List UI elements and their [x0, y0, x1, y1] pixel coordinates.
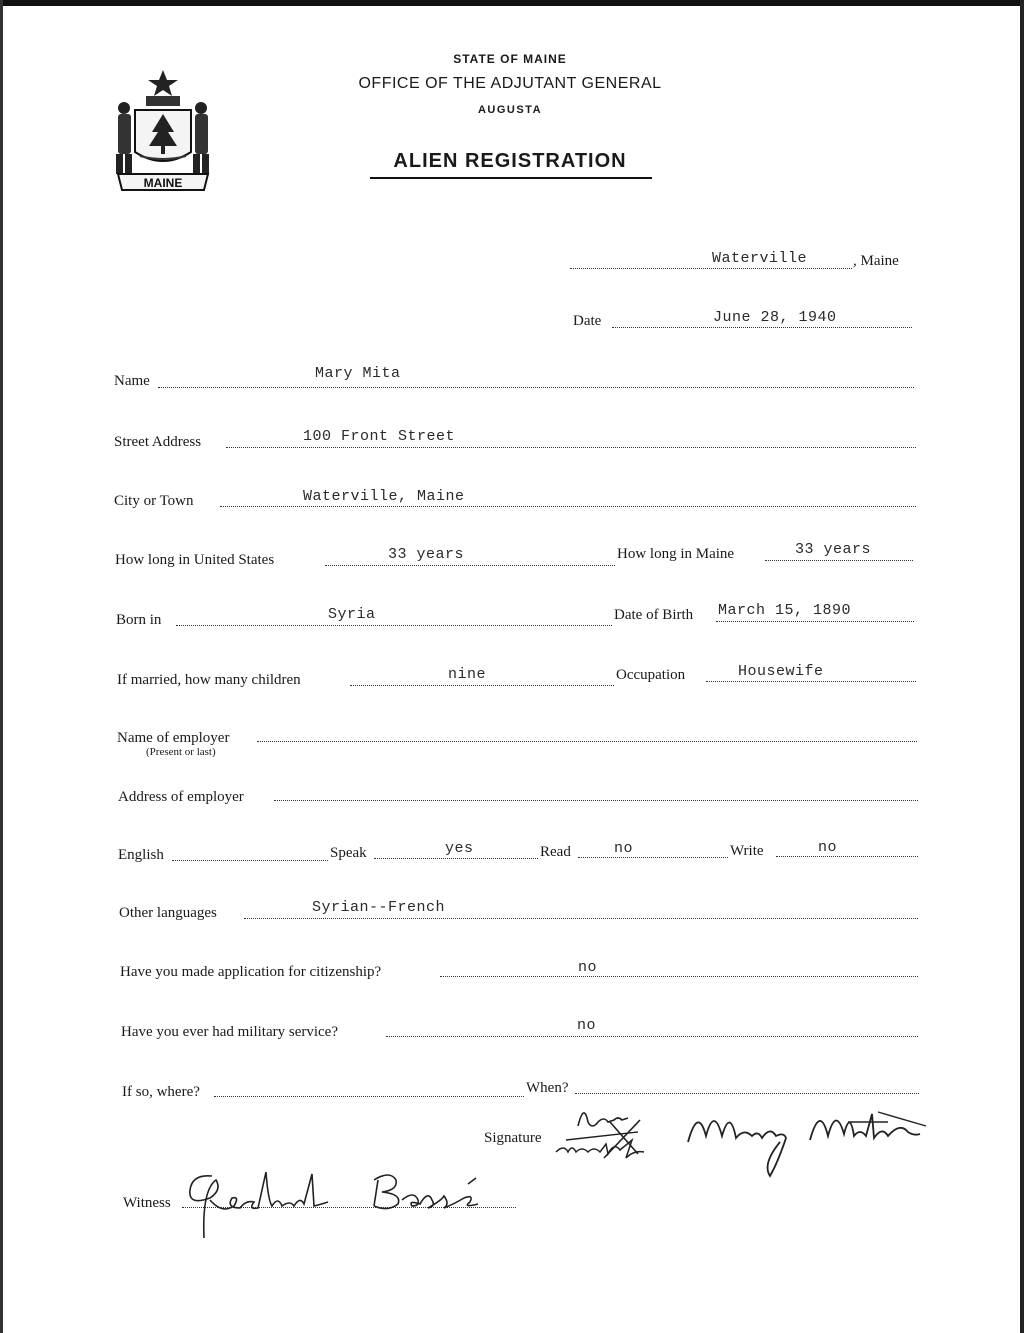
english-line — [172, 860, 328, 861]
signature-handwriting — [548, 1092, 928, 1182]
children-line — [350, 685, 614, 686]
write-line — [776, 856, 918, 857]
date-value: June 28, 1940 — [713, 309, 837, 326]
city-or-town-label: City or Town — [114, 493, 194, 509]
children-label: If married, how many children — [117, 672, 301, 688]
how-long-us-value: 33 years — [388, 546, 465, 563]
city-heading: AUGUSTA — [477, 104, 543, 116]
when-label: When? — [526, 1080, 569, 1096]
date-of-birth-value: March 15, 1890 — [718, 602, 852, 619]
how-long-maine-line — [765, 560, 913, 561]
date-line — [612, 327, 912, 328]
occupation-line — [706, 681, 916, 682]
speak-line — [374, 858, 538, 859]
citizenship-label: Have you made application for citizenship? — [120, 964, 382, 980]
employer-address-label: Address of employer — [118, 789, 244, 805]
read-line — [578, 857, 728, 858]
write-label: Write — [730, 843, 764, 859]
witness-label: Witness — [123, 1195, 171, 1211]
street-address-line — [226, 447, 916, 448]
employer-name-line — [257, 741, 917, 742]
name-label: Name — [114, 373, 150, 389]
read-value: no — [614, 840, 634, 857]
children-value: nine — [448, 666, 487, 683]
city-or-town-line — [220, 506, 916, 507]
if-so-where-line — [214, 1096, 524, 1097]
how-long-us-line — [325, 565, 615, 566]
how-long-maine-label: How long in Maine — [617, 546, 735, 562]
born-in-line — [176, 625, 612, 626]
street-address-label: Street Address — [114, 434, 202, 450]
born-in-label: Born in — [116, 612, 162, 628]
date-of-birth-label: Date of Birth — [614, 607, 694, 623]
how-long-us-label: How long in United States — [115, 552, 275, 568]
place-suffix: , Maine — [853, 253, 899, 269]
office-heading: OFFICE OF THE ADJUTANT GENERAL — [358, 75, 662, 92]
other-languages-line — [244, 918, 918, 919]
read-label: Read — [540, 844, 571, 860]
other-languages-label: Other languages — [119, 905, 217, 921]
form-title: ALIEN REGISTRATION — [393, 150, 627, 172]
maine-state-seal-icon — [108, 66, 218, 196]
military-service-label: Have you ever had military service? — [121, 1024, 338, 1040]
signature-label: Signature — [484, 1130, 542, 1146]
employer-address-line — [274, 800, 918, 801]
place-value: Waterville — [712, 250, 808, 267]
citizenship-value: no — [578, 959, 598, 976]
if-so-where-label: If so, where? — [122, 1084, 200, 1100]
scan-border-left — [0, 0, 3, 1333]
scan-border-top — [0, 0, 1024, 6]
witness-signature-handwriting — [182, 1160, 512, 1240]
write-value: no — [818, 839, 838, 856]
scan-border-right — [1020, 0, 1024, 1333]
speak-value: yes — [445, 840, 474, 857]
speak-label: Speak — [330, 845, 367, 861]
name-line — [158, 387, 914, 388]
svg-text:MAINE: MAINE — [143, 176, 183, 190]
date-of-birth-line — [716, 621, 914, 622]
military-service-line — [386, 1036, 918, 1037]
place-line — [570, 268, 852, 269]
date-label: Date — [573, 313, 602, 329]
employer-name-label: Name of employer — [117, 730, 230, 746]
born-in-value: Syria — [328, 606, 376, 623]
title-underline — [370, 177, 652, 179]
how-long-maine-value: 33 years — [795, 541, 872, 558]
citizenship-line — [440, 976, 918, 977]
english-label: English — [118, 847, 164, 863]
occupation-value: Housewife — [738, 663, 824, 680]
military-service-value: no — [577, 1017, 597, 1034]
street-address-value: 100 Front Street — [303, 428, 456, 445]
state-heading: STATE OF MAINE — [453, 52, 567, 66]
other-languages-value: Syrian--French — [312, 899, 446, 916]
occupation-label: Occupation — [616, 667, 686, 683]
name-value: Mary Mita — [315, 365, 401, 382]
city-or-town-value: Waterville, Maine — [303, 488, 465, 505]
employer-name-sublabel: (Present or last) — [146, 746, 216, 758]
